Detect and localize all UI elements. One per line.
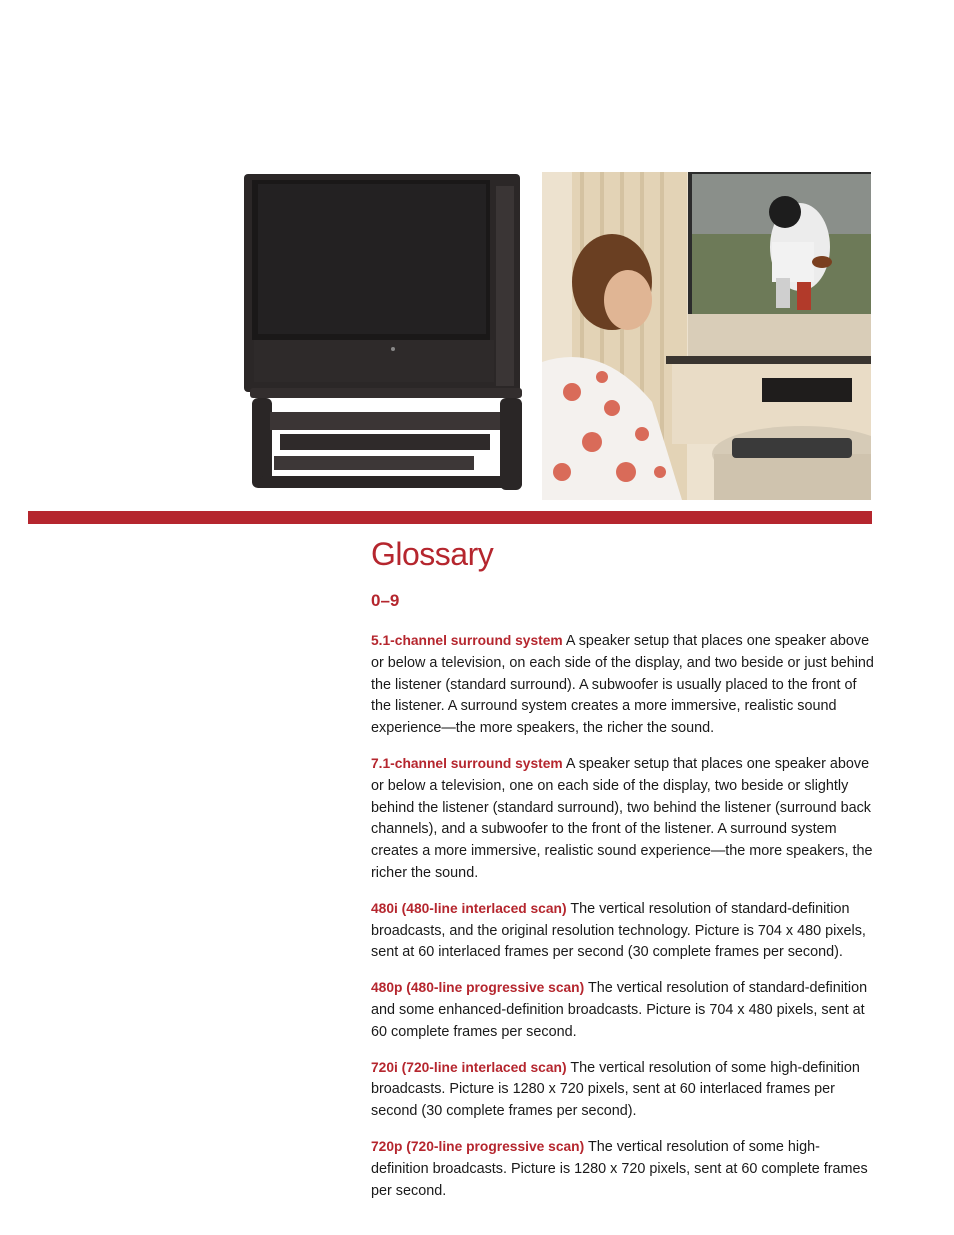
glossary-entry (371, 898, 876, 964)
glossary-definition: The vertical resolution of some high-definition broadcasts. Picture is 1280 x 720 pixels, sent at 60 complete frames per second. (371, 1138, 868, 1199)
glossary-definition: The vertical resolution of standard-definition and some enhanced-definition broadcasts. Picture is 704 x 480 pixels, sent at 60 complete frames per second. (371, 980, 868, 1040)
glossary-term: 7.1-channel surround system (371, 755, 563, 771)
glossary-entry (371, 753, 876, 885)
glossary-definition: The vertical resolution of some high-definition broadcasts. Picture is 1280 x 720 pixels, sent at 60 interlaced frames per second (30 complete frames per second). (371, 1059, 860, 1120)
glossary-term: 720i (720-line interlaced scan) (371, 1059, 567, 1075)
glossary-term: 720p (720-line progressive scan) (371, 1138, 585, 1154)
glossary-definition: The vertical resolution of standard-definition broadcasts, and the original resolution technology. Picture is 704 x 480 pixels, sent at 60 interlaced frames per second (30 complete frames per second). (371, 900, 866, 961)
glossary-entry (371, 630, 876, 740)
lifestyle-photo (542, 172, 871, 500)
section-divider-bar (28, 511, 872, 524)
glossary-definition: A speaker setup that places one speaker above or below a television, on each side of the display, and two beside or just behind the listener (standard surround). A subwoofer is usually placed to the front of the listener. A surround system creates a more immersive, realistic sound experience—the more speakers, the richer the sound. (371, 633, 874, 737)
section-heading: 0–9 (371, 591, 400, 610)
page-title: Glossary (371, 536, 494, 572)
glossary-entry (371, 1136, 876, 1202)
tv-product-photo (240, 172, 526, 500)
glossary-term: 480i (480-line interlaced scan) (371, 900, 567, 916)
glossary-term: 5.1-channel surround system (371, 633, 563, 648)
glossary-definition: A speaker setup that places one speaker above or below a television, one on each side of the display, two beside or slightly behind the listener (standard surround), two behind the listener (surround back channels), and a subwoofer to the front of the listener. A surround system creates a more immersive, realistic sound experience—the more speakers, the richer the sound. (371, 755, 873, 881)
glossary-entry (371, 977, 876, 1043)
glossary-content (371, 532, 876, 1202)
glossary-term: 480p (480-line progressive scan) (371, 980, 585, 996)
glossary-entry (371, 1057, 876, 1123)
